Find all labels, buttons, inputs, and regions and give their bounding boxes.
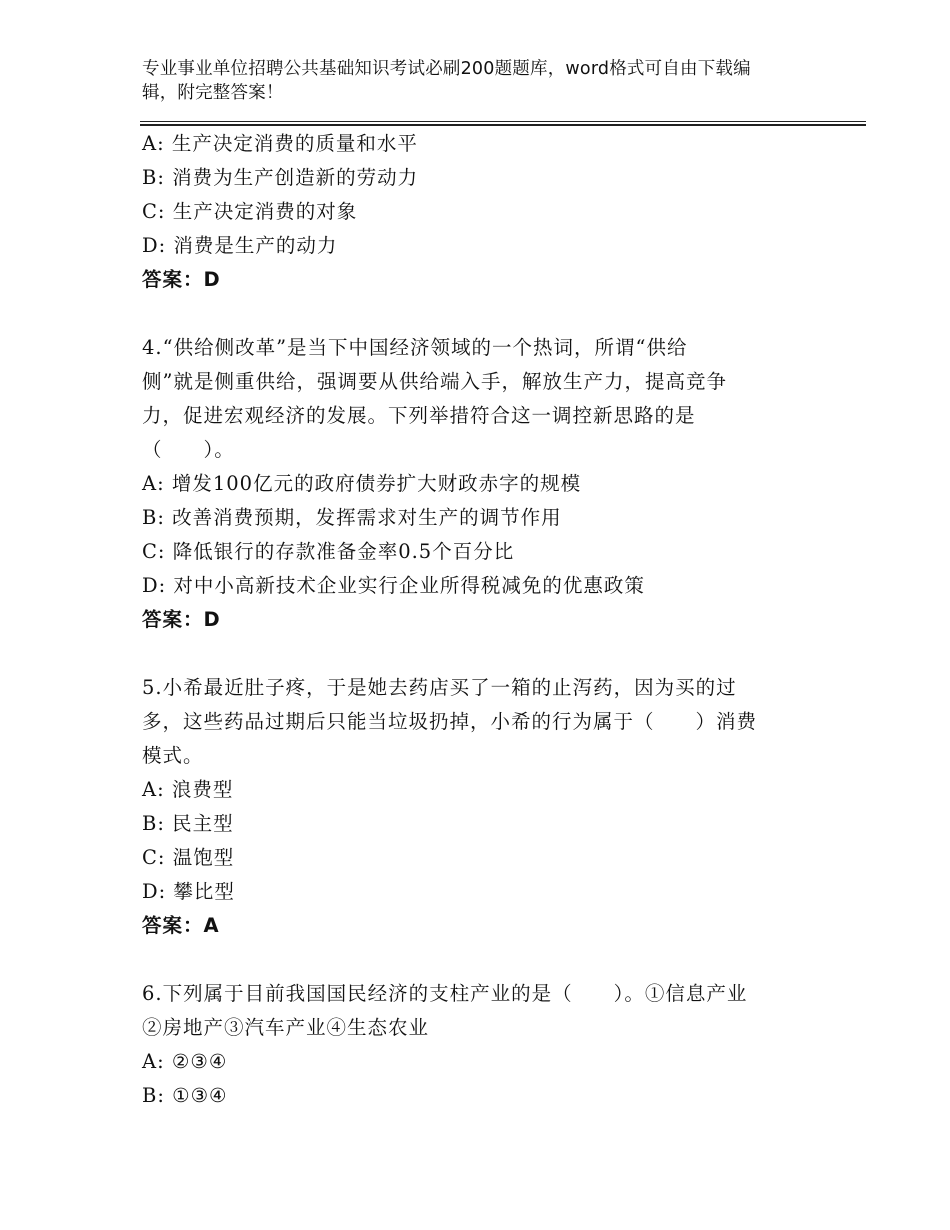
option-b: B: 改善消费预期，发挥需求对生产的调节作用: [142, 506, 562, 529]
header-line-2: 辑，附完整答案！: [142, 83, 284, 103]
document-header: [142, 57, 782, 105]
question-text-line: 侧”就是侧重供给，强调要从供给端入手，解放生产力，提高竞争: [142, 370, 727, 393]
question-list: [142, 127, 802, 1113]
option-c: C: 降低银行的存款准备金率0.5个百分比: [142, 540, 515, 563]
question-text-line: 力，促进宏观经济的发展。下列举措符合这一调控新思路的是: [142, 404, 696, 427]
question-text-line: ②房地产③汽车产业④生态农业: [142, 1016, 430, 1039]
answer-label: 答案：D: [142, 268, 221, 291]
option-b: B: ①③④: [142, 1084, 228, 1107]
question-4: [142, 331, 802, 637]
spacer: [142, 637, 802, 671]
option-a: A: ②③④: [142, 1050, 228, 1073]
option-a: A: 生产决定消费的质量和水平: [142, 132, 418, 155]
question-text-line: 6.下列属于目前我国国民经济的支柱产业的是（ ）。①信息产业: [142, 982, 748, 1005]
question-text-line: 多，这些药品过期后只能当垃圾扔掉，小希的行为属于（ ）消费: [142, 710, 758, 733]
question-text-line: 模式。: [142, 744, 204, 767]
option-d: D: 消费是生产的动力: [142, 234, 338, 257]
header-rule-thick: [140, 124, 866, 126]
header-rule-thin: [140, 121, 866, 122]
spacer: [142, 943, 802, 977]
option-c: C: 温饱型: [142, 846, 235, 869]
question-3: [142, 127, 802, 297]
question-6: [142, 977, 802, 1113]
option-a: A: 浪费型: [142, 778, 234, 801]
question-text-line: 5.小希最近肚子疼，于是她去药店买了一箱的止泻药，因为买的过: [142, 676, 737, 699]
question-5: [142, 671, 802, 943]
option-b: B: 消费为生产创造新的劳动力: [142, 166, 419, 189]
question-text-line: （ ）。: [142, 438, 235, 461]
header-line-1: 专业事业单位招聘公共基础知识考试必刷200题题库，word格式可自由下载编: [142, 59, 751, 79]
question-text-line: 4.“供给侧改革”是当下中国经济领域的一个热词，所谓“供给: [142, 336, 688, 359]
answer-label: 答案：A: [142, 914, 220, 937]
option-d: D: 攀比型: [142, 880, 235, 903]
option-c: C: 生产决定消费的对象: [142, 200, 358, 223]
option-a: A: 增发100亿元的政府债券扩大财政赤字的规模: [142, 472, 582, 495]
option-b: B: 民主型: [142, 812, 234, 835]
spacer: [142, 297, 802, 331]
option-d: D: 对中小高新技术企业实行企业所得税减免的优惠政策: [142, 574, 645, 597]
answer-label: 答案：D: [142, 608, 221, 631]
